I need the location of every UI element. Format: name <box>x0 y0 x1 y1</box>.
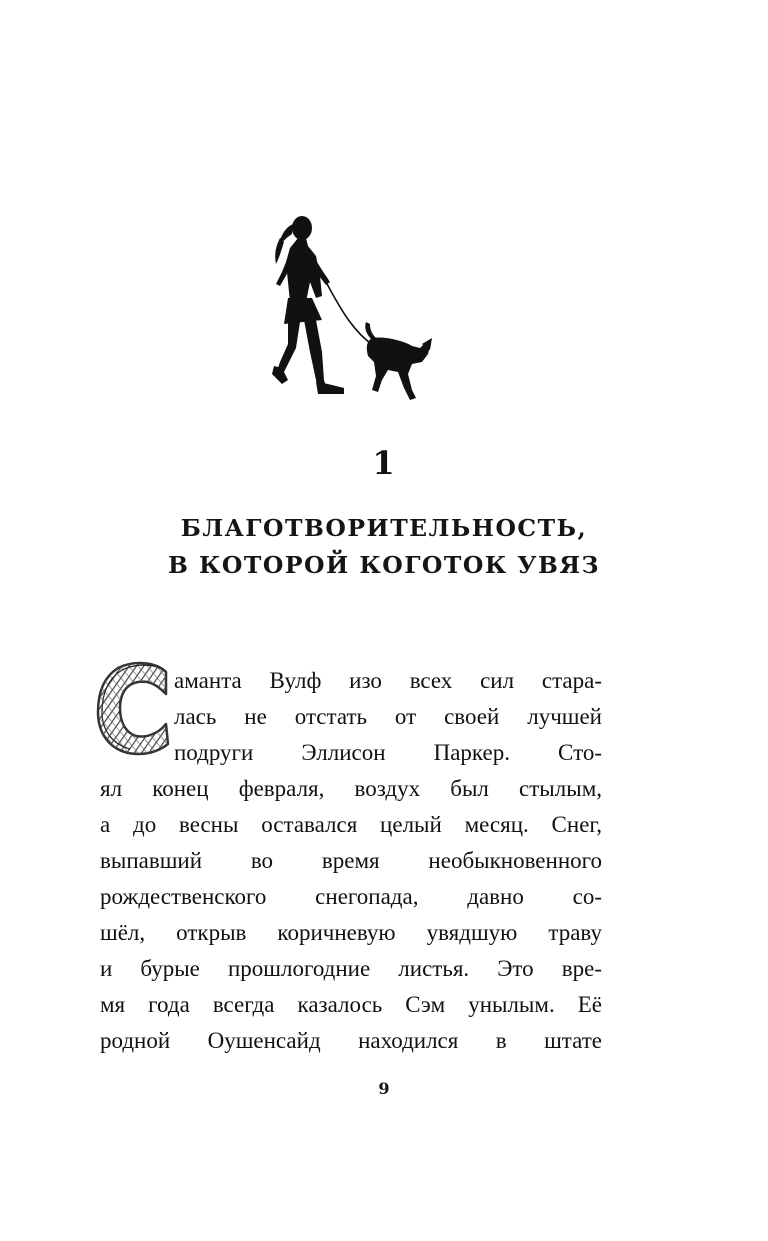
chapter-number: 1 <box>372 444 396 482</box>
text-line: аманта Вулф изо всех сил стара- <box>174 668 602 693</box>
chapter-title-line-2: В КОТОРОЙ КОГОТОК УВЯЗ <box>167 551 601 579</box>
text-line: родной Оушенсайд находился в штате <box>100 1028 602 1053</box>
text-line: шёл, открыв коричневую увядшую траву <box>100 920 602 945</box>
text-line: лась не отстать от своей лучшей <box>174 704 602 729</box>
text-line: рождественского снегопада, давно со- <box>100 884 602 909</box>
chapter-title <box>0 510 768 584</box>
text-line: выпавший во время необыкновенного <box>100 848 602 873</box>
text-line: ял конец февраля, воздух был стылым, <box>100 776 602 801</box>
page-number: 9 <box>378 1079 390 1098</box>
text-line: подруги Эллисон Паркер. Сто- <box>174 740 602 765</box>
text-line: и бурые прошлогодние листья. Это вре- <box>100 956 602 981</box>
chapter-title-line-1: БЛАГОТВОРИТЕЛЬНОСТЬ, <box>180 514 588 542</box>
text-line: мя года всегда казалось Сэм унылым. Её <box>100 992 602 1017</box>
girl-walking-dog-illustration <box>262 212 442 407</box>
body-text <box>100 663 602 1059</box>
text-line: а до весны оставался целый месяц. Снег, <box>100 812 602 837</box>
